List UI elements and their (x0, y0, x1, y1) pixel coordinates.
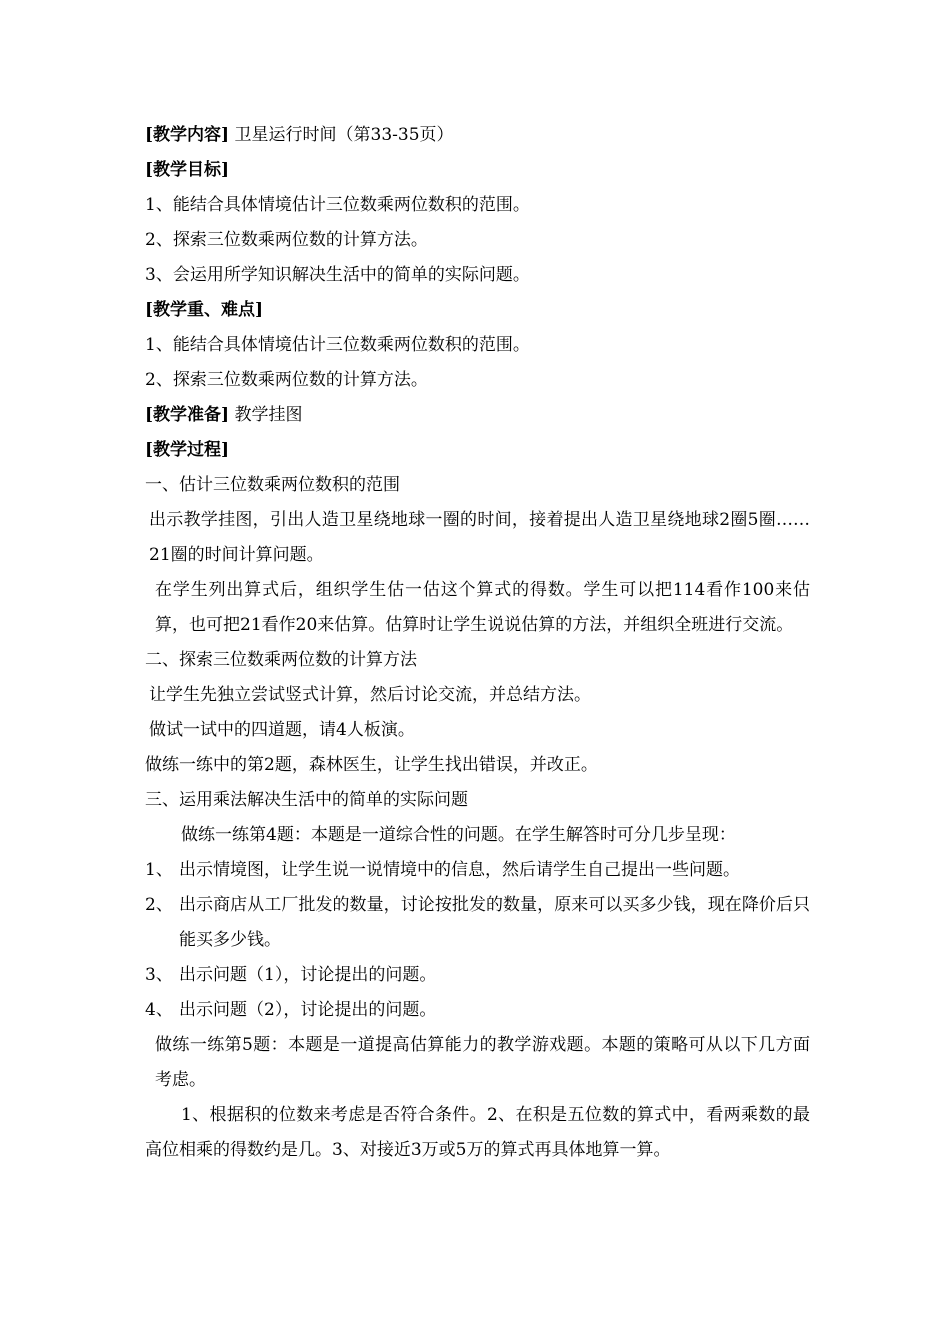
key-points-heading: [教学重、难点] (145, 300, 264, 320)
key-point-item-1: 1、能结合具体情境估计三位数乘两位数积的范围。 (145, 335, 530, 355)
section-1-paragraph-1: 出示教学挂图，引出人造卫星绕地球一圈的时间，接着提出人造卫星绕地球2圈5圈……21圈的时间计算问题。 (149, 510, 810, 565)
list-item (145, 853, 810, 888)
list-item-number: 4、 (145, 1000, 173, 1020)
section-2-paragraph-3: 做练一练中的第2题，森林医生，让学生找出错误，并改正。 (145, 755, 598, 775)
list-item-text: 出示情境图，让学生说一说情境中的信息，然后请学生自己提出一些问题。 (179, 860, 740, 880)
list-item-text: 出示问题（2），讨论提出的问题。 (179, 1000, 437, 1020)
document-page (145, 118, 810, 1168)
section-3-paragraph-1: 做练一练第4题：本题是一道综合性的问题。在学生解答时可分几步呈现： (181, 825, 736, 845)
section-1-title: 一、估计三位数乘两位数积的范围 (145, 475, 400, 495)
section-2-paragraph-1: 让学生先独立尝试竖式计算，然后讨论交流，并总结方法。 (149, 685, 591, 705)
goal-item-3: 3、会运用所学知识解决生活中的简单的实际问题。 (145, 265, 530, 285)
list-item (145, 993, 810, 1028)
list-item-text: 出示问题（1），讨论提出的问题。 (179, 965, 437, 985)
list-item-number: 3、 (145, 965, 173, 985)
content-text: 卫星运行时间（第33-35页） (234, 125, 454, 145)
list-item-number: 2、 (145, 895, 173, 915)
section-3-paragraph-2: 做练一练第5题：本题是一道提高估算能力的教学游戏题。本题的策略可从以下几方面考虑。 (155, 1035, 810, 1090)
section-2-title: 二、探索三位数乘两位数的计算方法 (145, 650, 417, 670)
process-heading: [教学过程] (145, 440, 230, 460)
goal-item-2: 2、探索三位数乘两位数的计算方法。 (145, 230, 428, 250)
list-item (145, 888, 810, 958)
list-item (145, 958, 810, 993)
prep-text: 教学挂图 (234, 405, 303, 425)
content-label: [教学内容] (145, 125, 230, 145)
key-point-item-2: 2、探索三位数乘两位数的计算方法。 (145, 370, 428, 390)
section-3-title: 三、运用乘法解决生活中的简单的实际问题 (145, 790, 468, 810)
list-item-number: 1、 (145, 860, 173, 880)
prep-line (145, 398, 810, 433)
section-3-paragraph-3: 1、根据积的位数来考虑是否符合条件。2、在积是五位数的算式中，看两乘数的最高位相乘的得数约是几。3、对接近3万或5万的算式再具体地算一算。 (145, 1105, 810, 1160)
goal-item-1: 1、能结合具体情境估计三位数乘两位数积的范围。 (145, 195, 530, 215)
section-2-paragraph-2: 做试一试中的四道题，请4人板演。 (149, 720, 415, 740)
list-item-text: 出示商店从工厂批发的数量，讨论按批发的数量，原来可以买多少钱，现在降价后只能买多少钱。 (179, 895, 810, 950)
section-1-paragraph-2: 在学生列出算式后，组织学生估一估这个算式的得数。学生可以把114看作100来估算，也可把21看作20来估算。估算时让学生说说估算的方法，并组织全班进行交流。 (155, 580, 810, 635)
content-line (145, 118, 810, 153)
goals-heading: [教学目标] (145, 160, 230, 180)
prep-label: [教学准备] (145, 405, 230, 425)
